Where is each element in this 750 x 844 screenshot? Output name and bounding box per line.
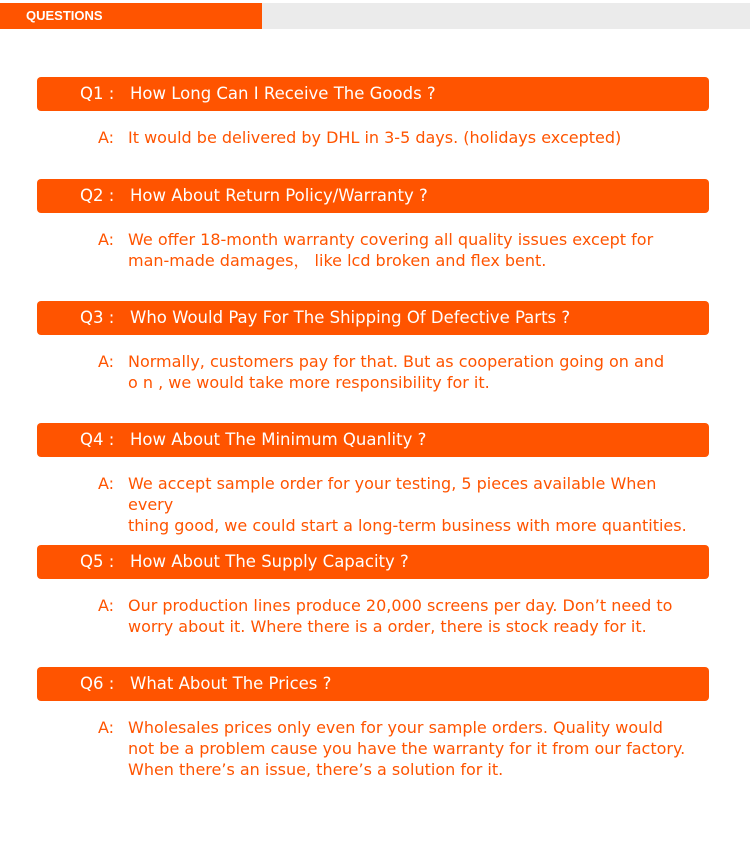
question-bar <box>37 545 709 579</box>
question-bar <box>37 423 709 457</box>
answer-text: It would be delivered by DHL in 3-5 days. (holidays excepted) <box>128 128 622 147</box>
section-title: QUESTIONS <box>0 3 262 29</box>
question-text: How About The Supply Capacity ? <box>130 552 409 571</box>
faq-item <box>37 667 709 780</box>
answer <box>37 229 709 271</box>
answer <box>37 473 709 536</box>
question-text: How About Return Policy/Warranty ? <box>130 186 428 205</box>
answer-label: A: <box>98 128 115 147</box>
question-number: Q5 : <box>80 552 115 571</box>
question-text: What About The Prices ? <box>130 674 332 693</box>
answer-label: A: <box>98 718 115 737</box>
question-number: Q4 : <box>80 430 115 449</box>
faq-item <box>37 423 709 536</box>
answer-text: We accept sample order for your testing, 5 pieces available When every thing good, we could start a long-term business with more quantities. <box>128 474 687 535</box>
question-bar <box>37 301 709 335</box>
answer-text: Wholesales prices only even for your sample orders. Quality would not be a problem cause you have the warranty for it from our factory. When there’s an issue, there’s a solution for it. <box>128 718 686 779</box>
question-number: Q3 : <box>80 308 115 327</box>
faq-item <box>37 545 709 637</box>
answer-text: Our production lines produce 20,000 screens per day. Don’t need to worry about it. Where there is a order, there is stock ready for it. <box>128 596 673 636</box>
faq-item <box>37 77 709 148</box>
section-header <box>0 3 750 29</box>
answer-text: Normally, customers pay for that. But as cooperation going on and o n , we would take more responsibility for it. <box>128 352 665 392</box>
answer-label: A: <box>98 352 115 371</box>
answer <box>37 595 709 637</box>
question-text: How Long Can I Receive The Goods ? <box>130 84 436 103</box>
question-text: Who Would Pay For The Shipping Of Defective Parts ? <box>130 308 571 327</box>
question-bar <box>37 77 709 111</box>
question-bar <box>37 667 709 701</box>
answer-label: A: <box>98 596 115 615</box>
question-number: Q2 : <box>80 186 115 205</box>
answer <box>37 127 709 148</box>
answer-text: We offer 18-month warranty covering all quality issues except for man-made damages， like lcd broken and flex bent. <box>128 230 654 270</box>
question-bar <box>37 179 709 213</box>
faq-item <box>37 179 709 271</box>
question-text: How About The Minimum Quanlity ? <box>130 430 427 449</box>
answer <box>37 351 709 393</box>
faq-item <box>37 301 709 393</box>
question-number: Q1 : <box>80 84 115 103</box>
answer <box>37 717 709 780</box>
answer-label: A: <box>98 230 115 249</box>
answer-label: A: <box>98 474 115 493</box>
question-number: Q6 : <box>80 674 115 693</box>
